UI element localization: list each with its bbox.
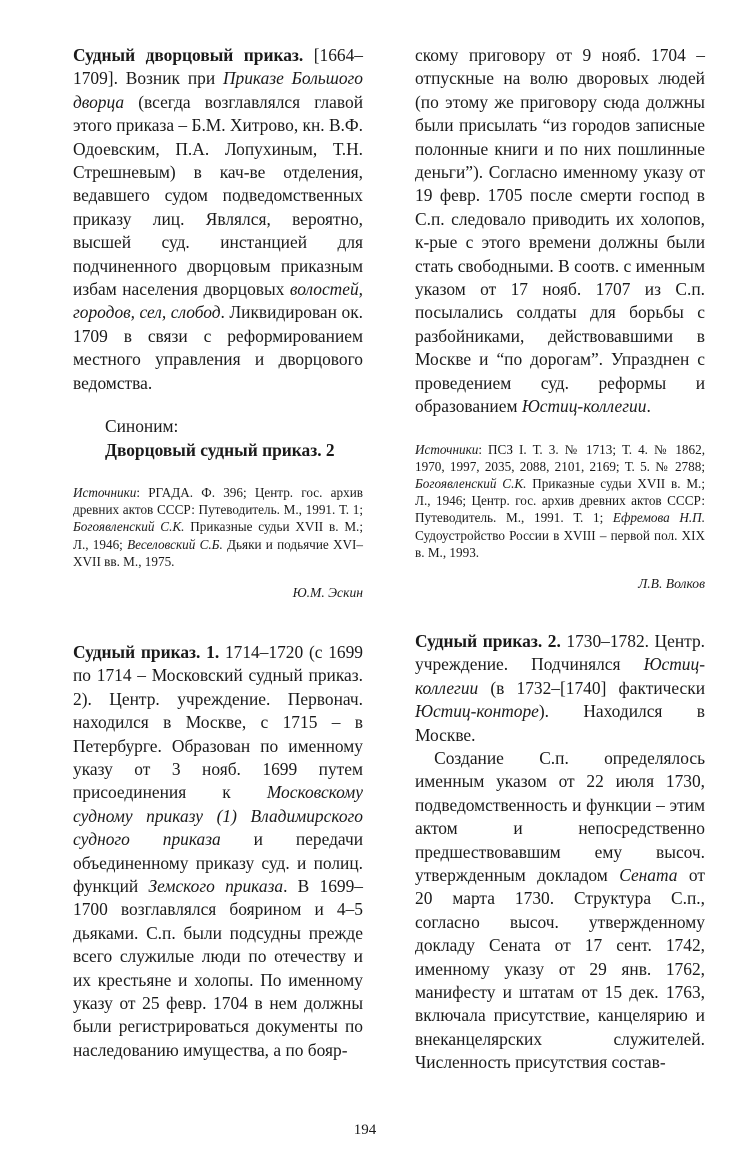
sources-text: Приказные судьи XVII в. М.; Л., 1946;: [73, 519, 364, 552]
entry-continuation: [415, 44, 705, 592]
entry-text: от 20 марта 1730. Структура С.п., согласно высоч. утвержденному докладу Сената от 17 сент. 1742, именному указу от 29 янв. 1762, манифесту и штатам от 15 дек. 1763, включала присутствие, канцелярию и внеканцелярских служителей. Численность присутствия состав-: [415, 864, 705, 1073]
entry-text: . В 1699–1700 возглавлялся боярином и 4–5 дьяками. С.п. были подсудны прежде всего служилые люди по отечеству и их крестьяне и холопы. По именному указу от 25 февр. 1704 в нем должны были регистрироваться документы по наследованию имущества, а по бояр-: [73, 875, 364, 1060]
entry-text: (всегда возглавлялся главой этого приказа – Б.М. Хитрово, кн. В.Ф. Одоевским, П.А. Лопухиным, Т.Н. Стрешневым) в кач-ве отделения, ведавшего судом подведомственных приказу лиц. Являлся, вероятно, высшей суд. инстанцией для подчиненного дворцовым приказным избам населения дворцовых: [73, 91, 363, 300]
cross-reference: Сената: [619, 864, 678, 885]
entry-body: [415, 44, 705, 419]
headword: Судный приказ. 2.: [415, 630, 561, 651]
entry-body: [415, 630, 705, 747]
entry-text: . Ликвидирован ок. 1709 в связи с реформированием местного управления и дворцового ведомства.: [73, 302, 363, 393]
entry-text: скому приговору от 9 нояб. 1704 – отпускные на волю дворовых людей (по этому же приговору сюда должны были присылать “из городов записные полонные книги и по них пошлинные деньги”). Согласно именному указу от 19 февр. 1705 после смерти господ в С.п. следовало приводить их холопов, к-рые с этого времени должны были стать свободными. В соотв. с именным указом от 17 нояб. 1707 из С.п. посылались солдаты для борьбы с разбойниками, действовавшими в Москве и “по дорогам”. Упразднен с проведением суд. реформы и образованием: [415, 45, 705, 417]
synonym-label: Синоним:: [105, 416, 179, 437]
entry-sudny-prikaz-2: [415, 630, 705, 1075]
cross-reference: Юстиц-коллегии: [415, 654, 705, 698]
cross-reference: Юстиц-коллегии: [521, 396, 647, 417]
cross-reference: Московскому судному приказу (1) Владимирского судного приказа: [73, 782, 363, 850]
entry-paragraph: [415, 747, 705, 1075]
sources-text: Судоустройство России в XVIII – первой пол. XIX в. М., 1993.: [415, 527, 705, 560]
entry-text: (в 1732–[1740] фактически: [478, 677, 705, 698]
cross-reference: Земского приказа: [148, 875, 284, 896]
sources-label: Источники: [73, 484, 137, 500]
synonym-reference: Дворцовый судный приказ. 2: [105, 439, 335, 460]
entry-sudny-dvortsovy-prikaz: [73, 44, 363, 601]
sources-label: Источники: [415, 441, 479, 457]
left-column: [73, 44, 363, 1062]
sources-text: Приказные судьи XVII в. М.; Л., 1946; Центр. гос. архив древних актов СССР: Путеводитель. М., 1991. Т. 1;: [415, 475, 706, 526]
cross-reference: Юстиц-конторе: [415, 701, 539, 722]
article-author: Ю.М. Эскин: [292, 584, 363, 600]
entry-text: 1730–1782. Центр. учреждение. Подчинялся: [415, 630, 705, 675]
source-author: Богоявленский С.К.: [73, 519, 185, 535]
cross-reference: Приказе Большого дворца: [73, 68, 363, 112]
entry-body: [73, 641, 363, 1062]
entry-text: ). Находился в Москве.: [415, 701, 705, 745]
source-author: Ефремова Н.П.: [612, 510, 705, 526]
entry-text: 1714–1720 (с 1699 по 1714 – Московский судный приказ. 2). Центр. учреждение. Первонач. находился в Москве, с 1715 – в Петербурге. Образован по именному указу от 3 нояб. 1699 путем присоединения к: [73, 641, 363, 803]
sources-text: Дьяки и подьячие XVI–XVII вв. М., 1975.: [73, 536, 364, 569]
source-author: Веселовский С.Б.: [127, 536, 223, 552]
headword: Судный приказ. 1.: [73, 641, 220, 662]
sources-block: [415, 441, 705, 561]
right-column: [415, 44, 705, 1075]
entry-text: и передачи объединенному приказу суд. и полиц. функций: [73, 829, 364, 896]
page-number: 194: [353, 1122, 377, 1138]
cross-reference: волостей, городов, сел, слобод: [73, 279, 363, 323]
source-author: Богоявленский С.К.: [415, 475, 527, 491]
entry-sudny-prikaz-1: [73, 641, 363, 1062]
synonym-block: [105, 415, 363, 462]
sources-block: [73, 484, 363, 570]
entry-body: [73, 44, 363, 395]
entry-text: Создание С.п. определялось именным указом от 22 июля 1730, подведомственность и функции – этим актом и непосредственно предшествовавшим ему высоч. утвержденным докладом: [415, 747, 705, 885]
sources-text: : ПСЗ I. Т. 3. № 1713; Т. 4. № 1862, 1970, 1997, 2035, 2088, 2101, 2169; Т. 5. № 2788;: [415, 441, 705, 474]
entry-text: [1664–1709]. Возник при: [73, 45, 363, 89]
entry-text: .: [646, 396, 651, 417]
sources-text: : РГАДА. Ф. 396; Центр. гос. архив древних актов СССР: Путеводитель. М., 1991. Т. 1;: [73, 484, 363, 518]
headword: Судный дворцовый приказ.: [73, 45, 304, 65]
article-author: Л.В. Волков: [638, 575, 705, 591]
